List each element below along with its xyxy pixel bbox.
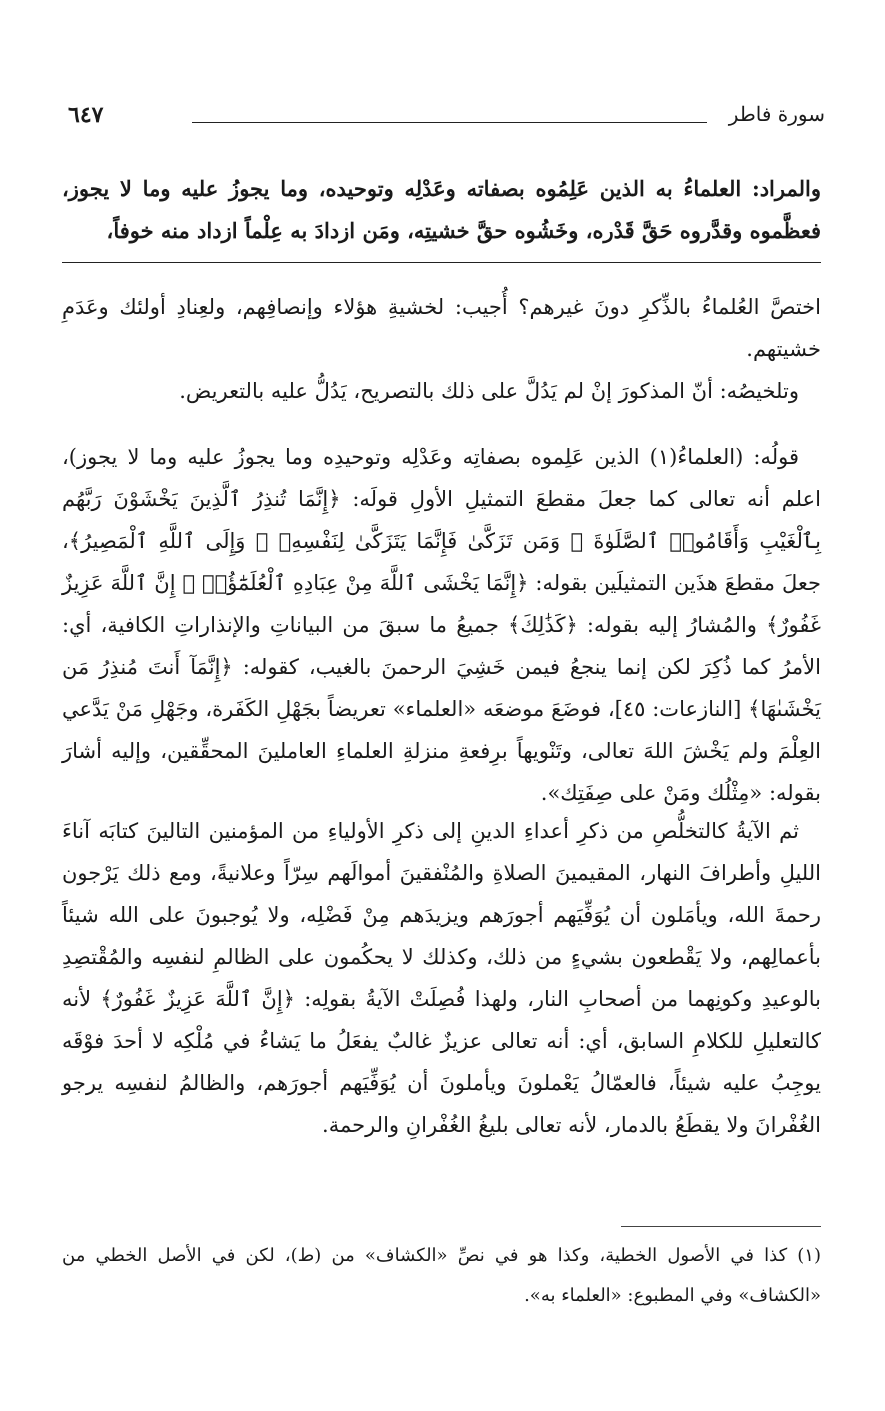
page-number: ٦٤٧ <box>68 102 104 128</box>
footnotes <box>62 1236 821 1316</box>
paragraph-1: اختصَّ العُلماءُ بالذِّكرِ دونَ غيرهم؟ أُجيب: لخشيةِ هؤلاء وإنصافِهم، ولعِنادِ أولئك وعَدَمِ خشيتهم. <box>62 295 821 361</box>
running-header <box>68 96 825 140</box>
paragraph-2: وتلخيصُه: أنّ المذكورَ إنْ لم يَدُلَّ على ذلك بالتصريح، يَدُلُّ عليه بالتعريض. <box>179 379 799 403</box>
footnote-1: (١) كذا في الأصول الخطية، وكذا هو في نصِّ «الكشاف» من (ط)، لكن في الأصل الخطي من «الكشاف» وفي المطبوع: «العلماء به». <box>62 1245 821 1306</box>
paragraph-4: ثم الآيةُ كالتخلُّصِ من ذكرِ أعداءِ الدينِ إلى ذكرِ الأولياءِ من المؤمنين التالينَ كتابَه آناءَ الليلِ وأطرافَ النهار، المقيمينَ الصلاةِ والمُنْفقينَ أموالَهم سِرّاً وعلانيةً، ومع ذلك يَرْجون رحمةَ الله، ويأمَلون أن يُوَفِّيَهم أجورَهم ويزيدَهم مِنْ فَضْلِه، ولا يُوجبونَ على الله شيئاً بأعمالِهم، ولا يَقْطعون بشيءٍ من ذلك، وكذلك لا يحكُمون على الظالمِ لنفسِه والمُقْتصِدِ بالوعيدِ وكونِهما من أصحابِ النار، ولهذا فُصِلَتْ الآيةُ بقولِه: ﴿إِنَّ ٱللَّهَ عَزِيزٌ غَفُورٌ﴾ لأنه كالتعليلِ للكلامِ السابق، أي: أنه تعالى عزيزٌ غالبٌ يفعَلُ ما يَشاءُ في مُلْكِه لا أحدَ فوْقَه يوجِبُ عليه شيئاً، فالعمّالُ يَعْملونَ ويأملونَ أن يُوَفِّيَهم أجورَهم، والظالمُ لنفسِه يرجو الغُفْرانَ ولا يقطَعُ بالدمار، لأنه تعالى بليغُ الغُفْرانِ والرحمة. <box>62 819 821 1137</box>
matn-divider <box>62 262 821 263</box>
commentary-top <box>62 286 821 412</box>
commentary-bottom <box>62 810 821 1146</box>
footnote-divider <box>621 1226 821 1227</box>
header-rule <box>192 122 707 123</box>
matn-quote <box>62 168 821 252</box>
paragraph-3: قولُه: (العلماءُ(١) الذين عَلِموه بصفاتِه وعَدْلِه وتوحيدِه وما يجوزُ عليه وما لا يجوز)، اعلم أنه تعالى كما جعلَ مقطعَ التمثيلِ الأولِ قولَه: ﴿إِنَّمَا تُنذِرُ ٱلَّذِينَ يَخْشَوْنَ رَبَّهُم بِٱلْغَيْبِ وَأَقَامُوا۟ ٱلصَّلَوٰةَ ۚ وَمَن تَزَكَّىٰ فَإِنَّمَا يَتَزَكَّىٰ لِنَفْسِهِۦ ۚ وَإِلَى ٱللَّهِ ٱلْمَصِيرُ﴾، جعلَ مقطعَ هذَين التمثيلَين بقوله: ﴿إِنَّمَا يَخْشَى ٱللَّهَ مِنْ عِبَادِهِ ٱلْعُلَمَٰٓؤُا۟ ۗ إِنَّ ٱللَّهَ عَزِيزٌ غَفُورٌ﴾ والمُشارُ إليه بقوله: ﴿كَذَٰلِكَ﴾ جميعُ ما سبقَ من البياناتِ والإنذاراتِ الكافية، أي: الأمرُ كما ذُكِرَ لكن إنما ينجعُ فيمن خَشِيَ الرحمنَ بالغيب، كقوله: ﴿إِنَّمَآ أَنتَ مُنذِرُ مَن يَخْشَىٰهَا﴾ [النازعات: ٤٥]، فوضَعَ موضعَه «العلماء» تعريضاً بجَهْلِ الكَفَرة، وجَهْلِ مَنْ يَدَّعي العِلْمَ ولم يَخْشَ اللهَ تعالى، وتَنْويهاً برِفعةِ منزلةِ العلماءِ العاملينَ المحقِّقين، وإليه أشارَ بقوله: «مِثْلُك ومَنْ على صِفَتِك». <box>62 445 821 805</box>
surah-title: سورة فاطر <box>728 102 825 126</box>
commentary-middle <box>62 436 821 814</box>
matn-text: والمراد: العلماءُ به الذين عَلِمُوه بصفاته وعَدْلِه وتوحيده، وما يجوزُ عليه وما لا يجوز، فعظَّموه وقدَّروه حَقَّ قَدْره، وخَشُوه حقَّ خشيتِه، ومَن ازدادَ به عِلْماً ازداد منه خوفاً، <box>62 176 821 243</box>
